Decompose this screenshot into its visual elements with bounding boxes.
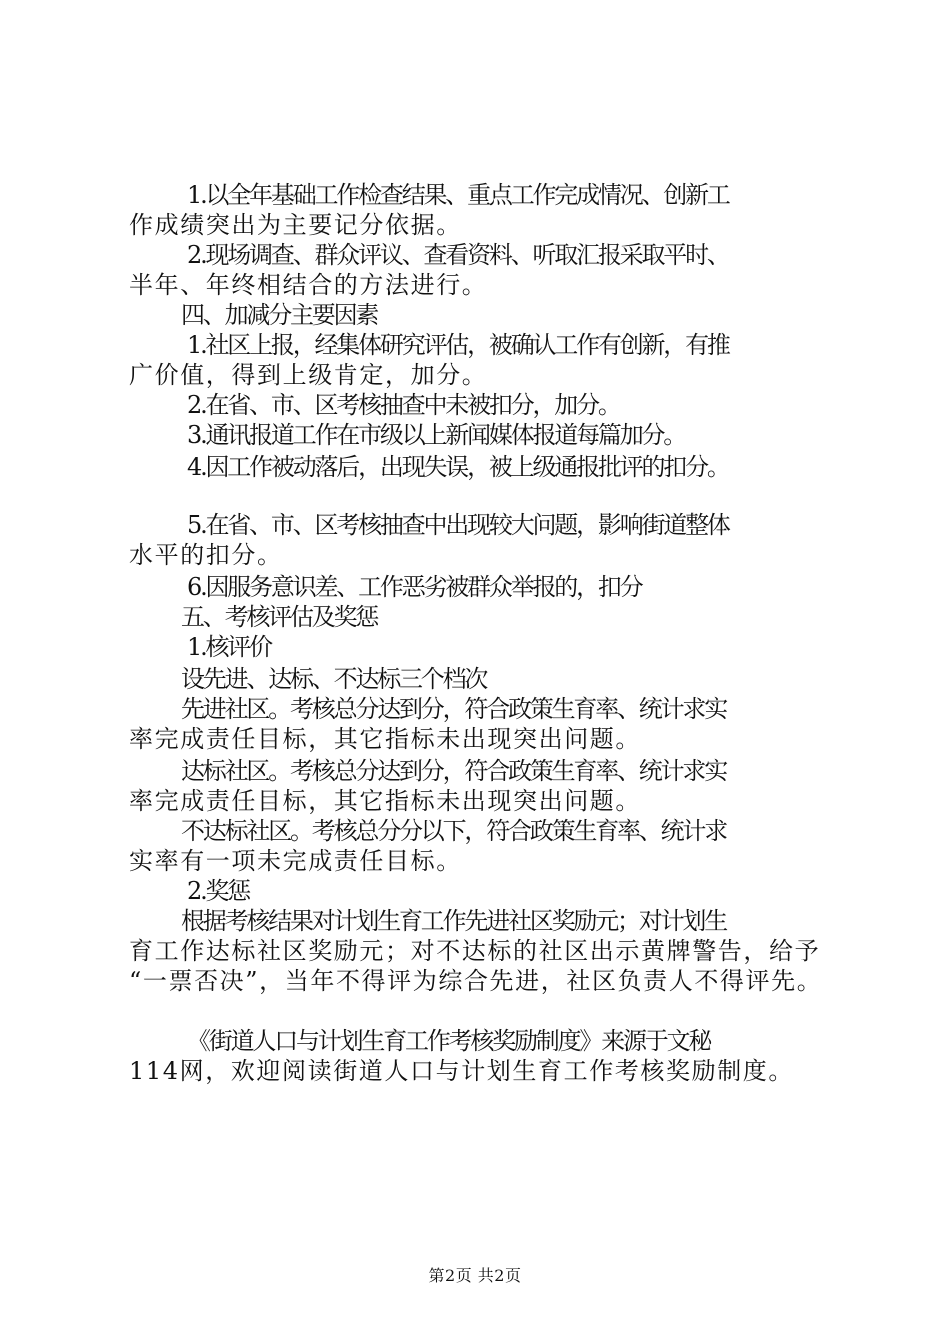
text-line: 率完成责任目标，其它指标未出现突出问题。 xyxy=(129,787,641,815)
section-heading: 五、考核评估及奖惩 xyxy=(181,603,378,631)
source-note-line: 《街道人口与计划生育工作考核奖励制度》来源于文秘 xyxy=(187,1027,711,1055)
text-line: 不达标社区。考核总分分以下，符合政策生育率、统计求 xyxy=(181,817,726,845)
text-line: 半年、年终相结合的方法进行。 xyxy=(129,271,488,299)
subsection-heading: 2.奖惩 xyxy=(187,877,250,905)
text-line: 根据考核结果对计划生育工作先进社区奖励元；对计划生 xyxy=(181,907,726,935)
page-number-footer: 第2页 共2页 xyxy=(428,1266,522,1285)
text-line: 实率有一项未完成责任目标。 xyxy=(129,847,462,875)
text-line: 3.通讯报道工作在市级以上新闻媒体报道每篇加分。 xyxy=(187,421,686,449)
text-line: 育工作达标社区奖励元；对不达标的社区出示黄牌警告，给予 xyxy=(129,937,821,965)
text-line: 1.以全年基础工作检查结果、重点工作完成情况、创新工 xyxy=(187,181,729,209)
text-line: 6.因服务意识差、工作恶劣被群众举报的，扣分 xyxy=(187,573,642,601)
text-line: 2.现场调查、群众评议、查看资料、听取汇报采取平时、 xyxy=(187,241,729,269)
subsection-heading: 1.核评价 xyxy=(187,633,271,661)
text-line: 先进社区。考核总分达到分，符合政策生育率、统计求实 xyxy=(181,695,726,723)
section-heading: 四、加减分主要因素 xyxy=(181,301,378,329)
text-line: 达标社区。考核总分达到分，符合政策生育率、统计求实 xyxy=(181,757,726,785)
text-line: 1.社区上报，经集体研究评估，被确认工作有创新，有推 xyxy=(187,331,729,359)
text-line: 水平的扣分。 xyxy=(129,541,283,569)
text-line: “一票否决”，当年不得评为综合先进，社区负责人不得评先。 xyxy=(129,967,823,995)
text-line: 4.因工作被动落后，出现失误，被上级通报批评的扣分。 xyxy=(187,453,729,481)
text-line: 2.在省、市、区考核抽查中未被扣分，加分。 xyxy=(187,391,620,419)
text-line: 率完成责任目标，其它指标未出现突出问题。 xyxy=(129,725,641,753)
text-line: 作成绩突出为主要记分依据。 xyxy=(129,211,462,239)
text-line: 广价值，得到上级肯定，加分。 xyxy=(129,361,488,389)
text-line: 设先进、达标、不达标三个档次 xyxy=(181,665,487,693)
source-note-line: 114网，欢迎阅读街道人口与计划生育工作考核奖励制度。 xyxy=(129,1057,795,1085)
text-line: 5.在省、市、区考核抽查中出现较大问题，影响街道整体 xyxy=(187,511,729,539)
